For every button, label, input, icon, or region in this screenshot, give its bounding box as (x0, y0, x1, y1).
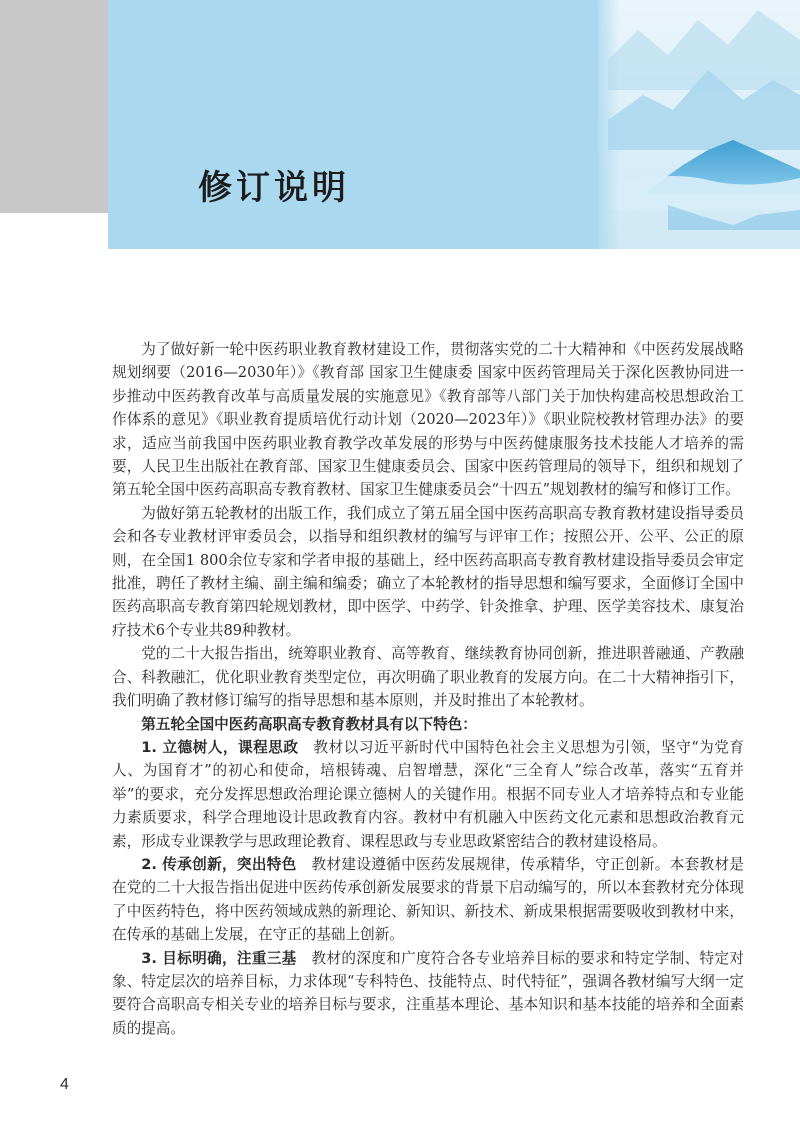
page-number: 4 (60, 1076, 69, 1093)
features-lead: 第五轮全国中医药高职高专教育教材具有以下特色： (141, 715, 477, 733)
feature-heading: 1. 立德树人，课程思政 (141, 738, 299, 756)
corner-gray-block (0, 0, 108, 213)
paragraph: 为了做好新一轮中医药职业教育教材建设工作，贯彻落实党的二十大精神和《中医药发展战略规划纲要（2016—2030年）》《教育部 国家卫生健康委 国家中医药管理局关于深化医教协同进一步推动中医药教育改革与高质量发展的实施意见》《教育部等八部门关于加快构建高校思想政治工作体系的意见》《职业教育提质培优行动计划（2020—2023年）》《职业院校教材管理办法》的要求，适应当前我国中医药职业教育教学改革发展的形势与中医药健康服务技术技能人才培养的需要，人民卫生出版社在教育部、国家卫生健康委员会、国家中医药管理局的领导下，组织和规划了第五轮全国中医药高职高专教育教材、国家卫生健康委员会“十四五”规划教材的编写和修订工作。 (112, 341, 744, 499)
header-band (108, 0, 800, 249)
feature-paragraph (112, 736, 744, 853)
paragraph: 党的二十大报告指出，统筹职业教育、高等教育、继续教育协同创新，推进职普融通、产教融合、科教融汇，优化职业教育类型定位，再次明确了职业教育的发展方向。在二十大精神指引下，我们明确了教材修订编写的指导思想和基本原则，并及时推出了本轮教材。 (112, 645, 744, 710)
feature-paragraph (112, 853, 744, 947)
feature-text: 教材建设遵循中医药发展规律，传承精华，守正创新。本套教材是在党的二十大报告指出促进中医药传承创新发展要求的背景下启动编写的，所以本套教材充分体现了中医药特色，将中医药领域成熟的新理论、新知识、新技术、新成果根据需要吸收到教材中来，在传承的基础上发展，在守正的基础上创新。 (112, 855, 744, 944)
page-title: 修订说明 (198, 168, 350, 208)
feature-paragraph (112, 947, 744, 1041)
feature-heading: 2. 传承创新，突出特色 (141, 855, 297, 873)
feature-text: 教材以习近平新时代中国特色社会主义思想为引领，坚守“为党育人、为国育才”的初心和使命，培根铸魂、启智增慧，深化“三全育人”综合改革，落实“五育并举”的要求，充分发挥思想政治理论课立德树人的关键作用。根据不同专业人才培养特点和专业能力素质要求，科学合理地设计思政教育内容。教材中有机融入中医药文化元素和思想政治教育元素，形成专业课教学与思政理论教育、课程思政与专业思政紧密结合的教材建设格局。 (112, 738, 744, 850)
feature-text: 教材的深度和广度符合各专业培养目标的要求和特定学制、特定对象、特定层次的培养目标，力求体现“专科特色、技能特点、时代特征”，强调各教材编写大纲一定要符合高职高专相关专业的培养目标与要求，注重基本理论、基本知识和基本技能的培养和全面素质的提高。 (112, 949, 744, 1037)
feature-heading: 3. 目标明确，注重三基 (141, 949, 297, 967)
mountain-landscape-illustration (108, 0, 800, 249)
paragraph: 为做好第五轮教材的出版工作，我们成立了第五届全国中医药高职高专教育教材建设指导委员会和各专业教材评审委员会，以指导和组织教材的编写与评审工作；按照公开、公平、公正的原则，在全国1 800余位专家和学者申报的基础上，经中医药高职高专教育教材建设指导委员会审定批准，聘任了教材主编、副主编和编委；确立了本轮教材的指导思想和编写要求，全面修订全国中医药高职高专教育第四轮规划教材，即中医学、中药学、针灸推拿、护理、医学美容技术、康复治疗技术6个专业共89种教材。 (112, 504, 744, 639)
body-text (112, 338, 744, 1040)
